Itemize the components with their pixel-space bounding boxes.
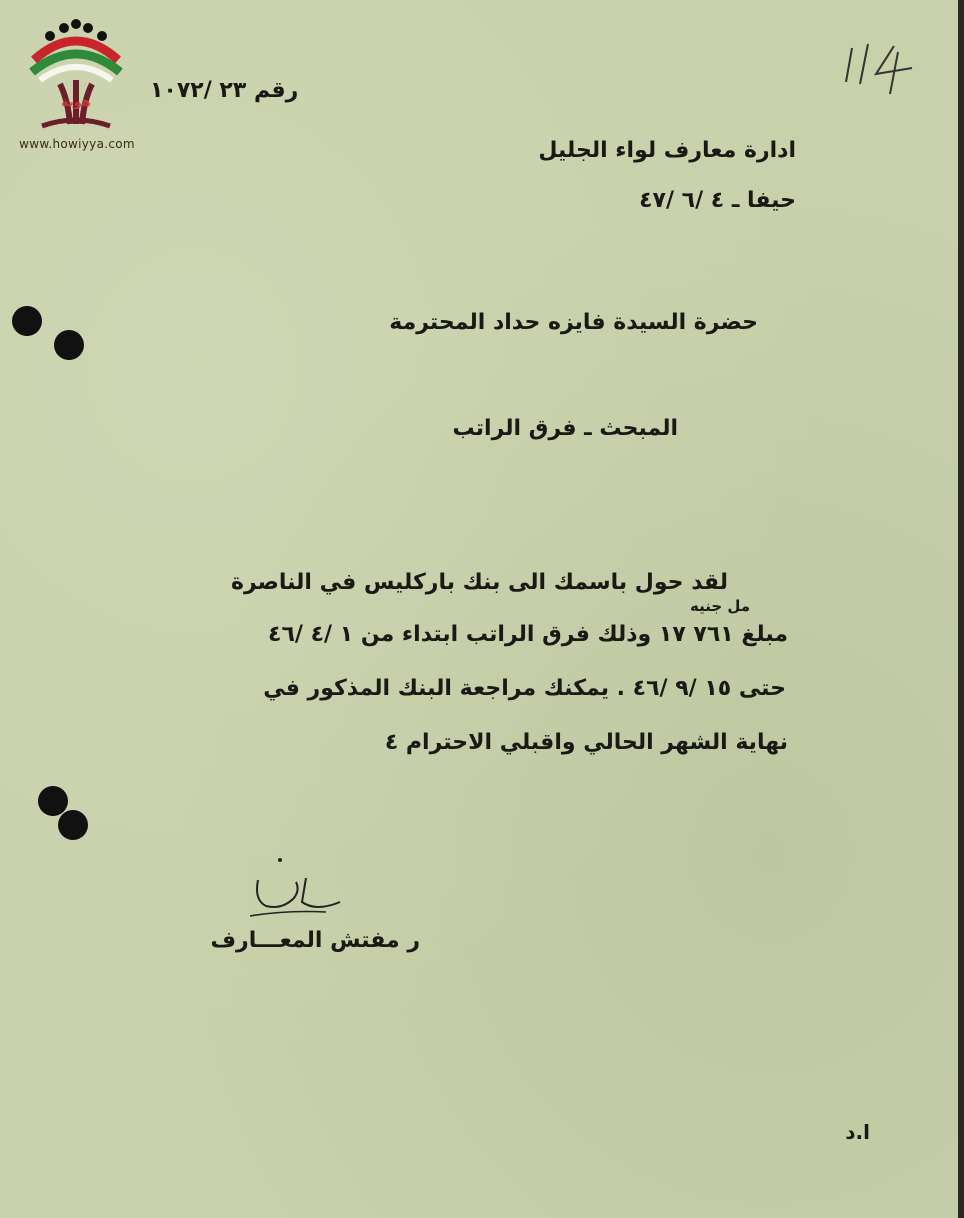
watermark-url[interactable]: www.howiyya.com [19,137,135,151]
amount-unit-note: مل جنيه [690,597,751,615]
signatory-title: ر مفتش المعـــارف [210,928,420,953]
place-date: حيفا ـ ٤ /٦ /٤٧ [639,188,796,213]
ink-dot [278,858,282,862]
addressee: حضرة السيدة فايزه حداد المحترمة [389,310,758,335]
reference-number: رقم ٢٣ /١٠٧٢ [150,78,299,103]
handwritten-page-number [838,38,928,98]
punch-hole [58,810,88,840]
body-line-1: لقد حول باسمك الى بنك باركليس في الناصرة [230,570,728,595]
svg-text:هوية: هوية [61,95,91,110]
punch-hole [54,330,84,360]
subject-line: المبحث ـ فرق الراتب [452,416,678,441]
department-name: ادارة معارف لواء الجليل [538,138,796,163]
page-edge [958,0,964,1218]
punch-hole [38,786,68,816]
body-line-3: حتى ١٥ /٩ /٤٦ . يمكنك مراجعة البنك المذكور في [263,676,786,701]
howiyya-tree-logo-icon [20,14,132,139]
footer-code: ا.د [845,1120,870,1144]
handwritten-signature [236,872,346,924]
punch-hole [12,306,42,336]
body-line-4: نهاية الشهر الحالي واقبلي الاحترام ٤ [384,730,788,755]
body-line-2: مبلغ ٧٦١ ١٧ وذلك فرق الراتب ابتداء من ١ /٤ /٤٦ [268,622,788,647]
